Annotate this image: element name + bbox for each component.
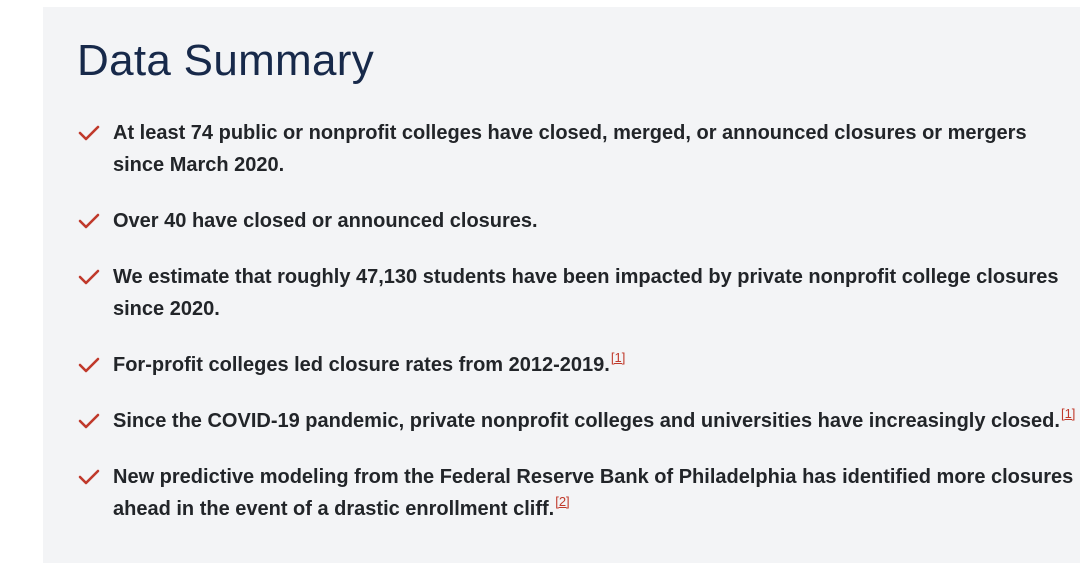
list-item: [77, 117, 1080, 181]
footnote-link[interactable]: [1]: [1060, 406, 1076, 421]
list-item-text: [113, 261, 1080, 325]
list-item-text: [113, 205, 1080, 237]
checkmark-icon: [77, 211, 101, 231]
list-item-label: Since the COVID-19 pandemic, private nonprofit colleges and universities have increasingly closed.: [113, 410, 1060, 432]
list-item: [77, 205, 1080, 237]
footnote-link[interactable]: [2]: [555, 494, 570, 509]
checkmark-icon: [77, 467, 101, 487]
checkmark-icon: [77, 411, 101, 431]
list-item-text: [113, 461, 1080, 525]
list-item-label: Over 40 have closed or announced closures.: [113, 210, 538, 232]
footnote-link[interactable]: [1]: [610, 350, 626, 365]
list-item-text: [113, 349, 1080, 381]
list-item-text: [113, 117, 1080, 181]
checkmark-icon: [77, 355, 101, 375]
list-item: [77, 461, 1080, 525]
checkmark-icon: [77, 267, 101, 287]
section-title: Data Summary: [77, 36, 375, 85]
summary-list: [77, 117, 1080, 525]
list-item-label: At least 74 public or nonprofit colleges have closed, merged, or announced closures or mergers since March 2020.: [113, 122, 1027, 176]
list-item-label: We estimate that roughly 47,130 students have been impacted by private nonprofit college closures since 2020.: [113, 266, 1059, 320]
list-item: [77, 261, 1080, 325]
list-item-label: New predictive modeling from the Federal Reserve Bank of Philadelphia has identified more closures ahead in the event of a drastic enrollment cliff.: [113, 466, 1074, 520]
checkmark-icon: [77, 123, 101, 143]
list-item: [77, 349, 1080, 381]
list-item-text: [113, 405, 1080, 437]
data-summary-panel: [43, 7, 1080, 563]
list-item: [77, 405, 1080, 437]
list-item-label: For-profit colleges led closure rates from 2012-2019.: [113, 354, 610, 376]
